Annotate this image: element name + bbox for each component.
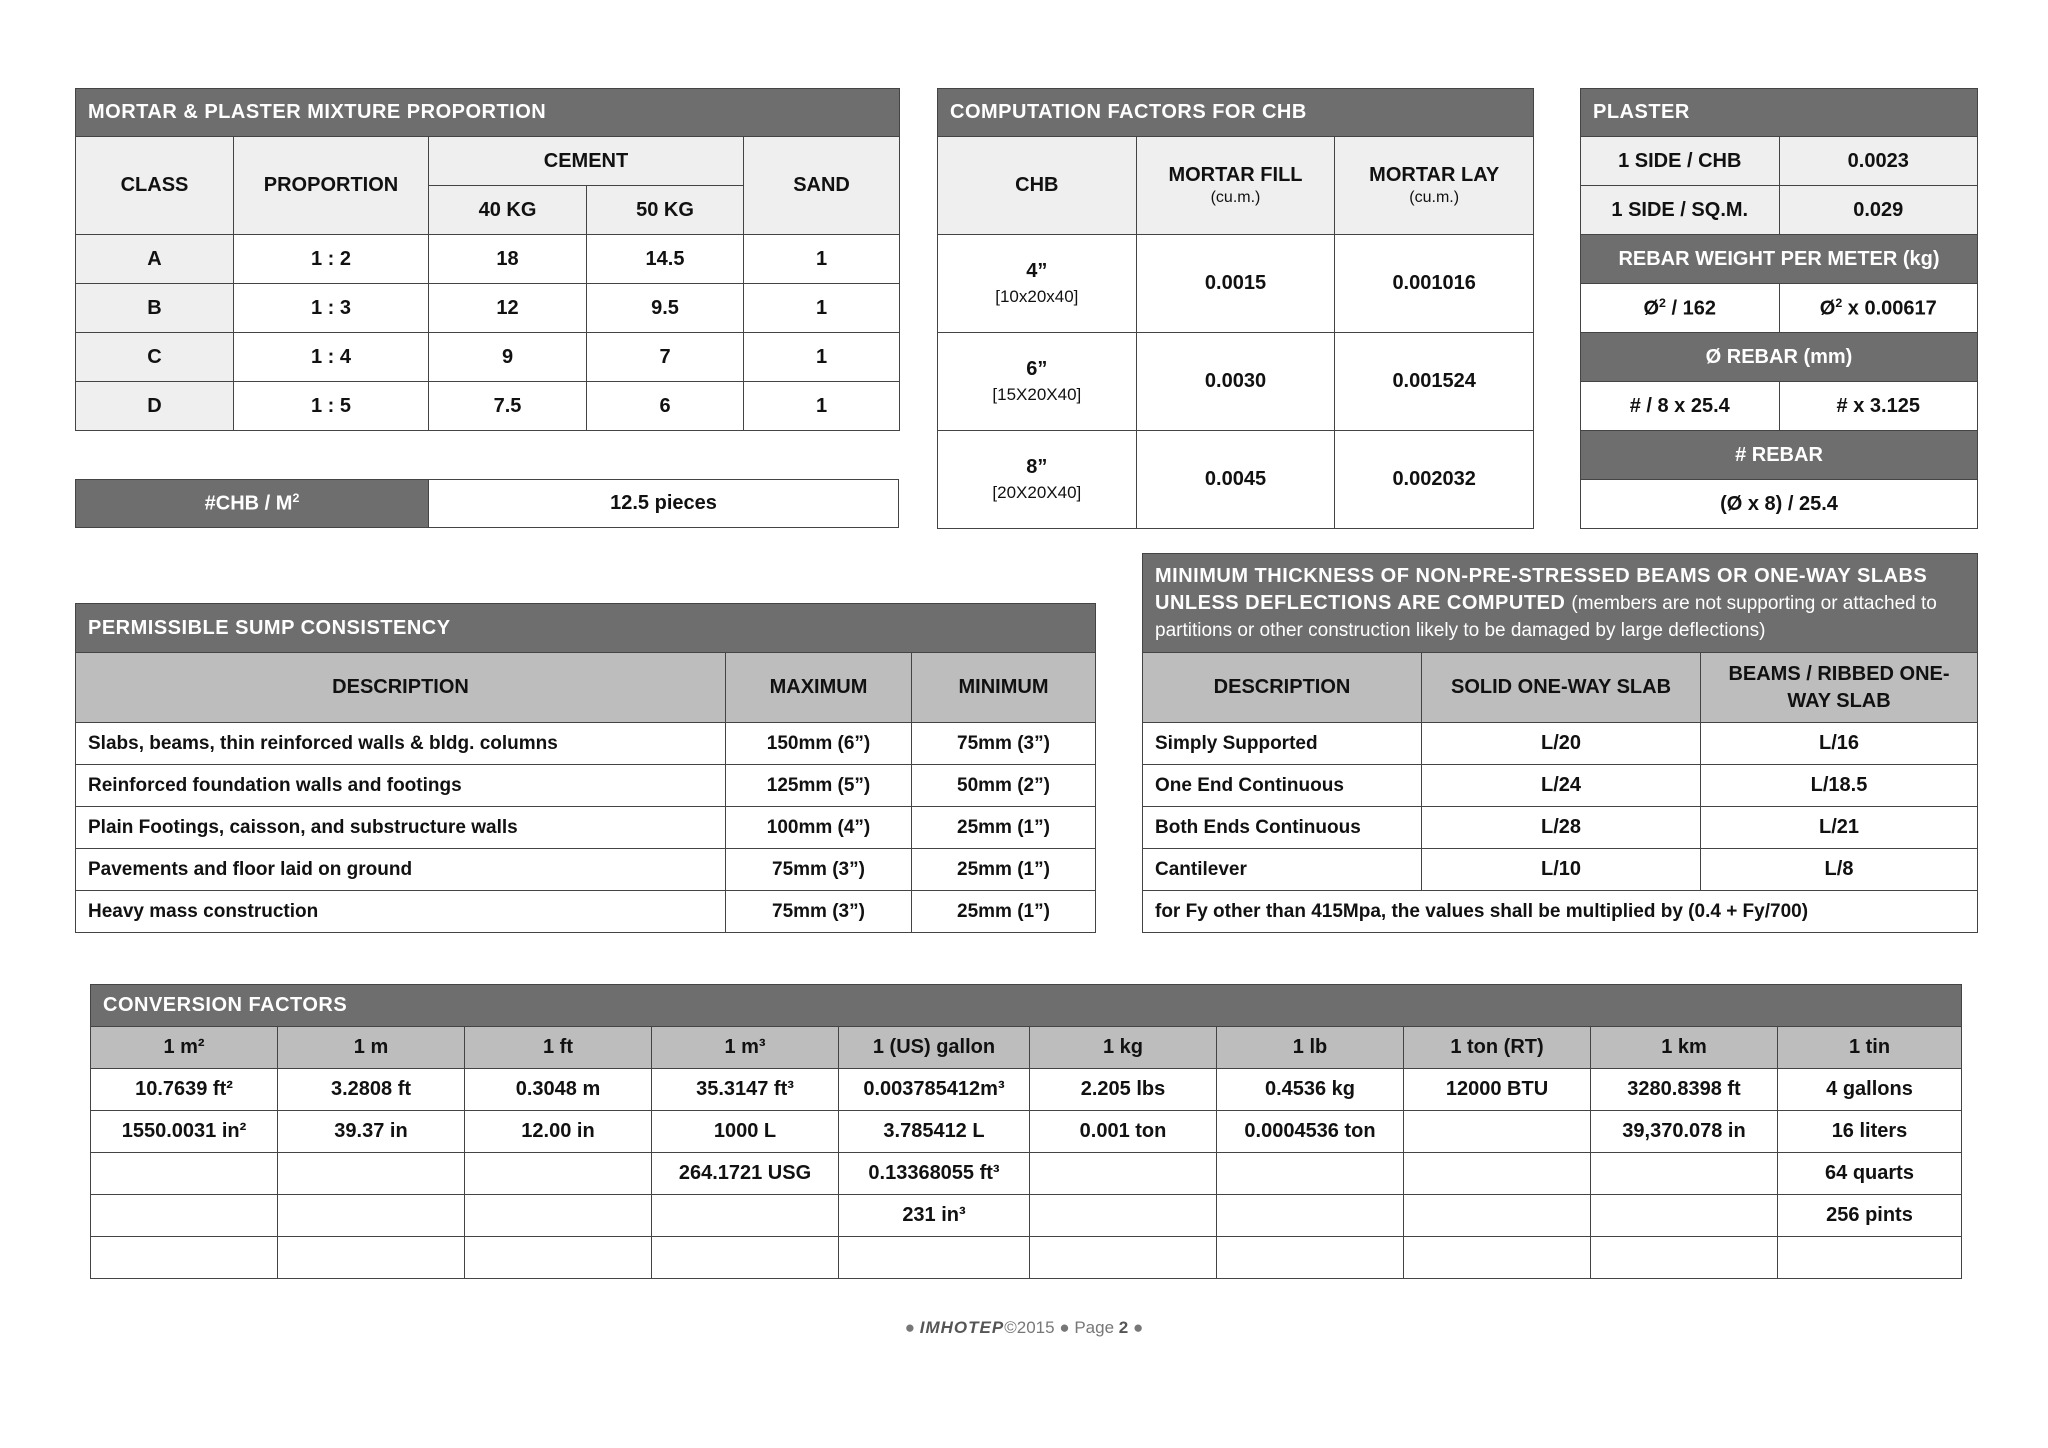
conversion-cell (278, 1237, 465, 1279)
table-row (91, 1069, 1962, 1111)
conversion-cell (1217, 1195, 1404, 1237)
mortar-50kg: 9.5 (587, 284, 744, 333)
table-row (76, 765, 1096, 807)
table-row (91, 1153, 1962, 1195)
bullet-icon: ● (1059, 1318, 1070, 1337)
mortar-proportion: 1 : 3 (234, 284, 429, 333)
conversion-cell (465, 1237, 652, 1279)
table-row (1581, 137, 1978, 186)
mortar-50kg: 14.5 (587, 235, 744, 284)
chb-header-lay: MORTAR LAY (cu.m.) (1335, 137, 1534, 235)
chb-header-chb: CHB (938, 137, 1137, 235)
page-footer (0, 1318, 2048, 1338)
conversion-cell (652, 1195, 839, 1237)
conversion-table-block (90, 984, 1962, 1279)
conversion-cell (91, 1153, 278, 1195)
conversion-cell: 256 pints (1778, 1195, 1962, 1237)
mortar-sand: 1 (744, 382, 900, 431)
mortar-table (75, 88, 900, 431)
conversion-cell (652, 1237, 839, 1279)
chb-lay: 0.001016 (1335, 235, 1534, 333)
thickness-desc: Simply Supported (1143, 723, 1422, 765)
conversion-header: 1 tin (1778, 1027, 1962, 1069)
slump-title: PERMISSIBLE SUMP CONSISTENCY (76, 604, 1096, 653)
mortar-50kg: 7 (587, 333, 744, 382)
table-row (91, 1237, 1962, 1279)
table-row (1143, 765, 1978, 807)
conversion-cell (1217, 1237, 1404, 1279)
chb-fill: 0.0015 (1136, 235, 1335, 333)
thickness-desc: Cantilever (1143, 849, 1422, 891)
conversion-cell (1217, 1153, 1404, 1195)
rebar-mm-title: Ø REBAR (mm) (1581, 333, 1978, 382)
mortar-sand: 1 (744, 235, 900, 284)
plaster-label: 1 SIDE / SQ.M. (1581, 186, 1780, 235)
chb-fill: 0.0045 (1136, 431, 1335, 529)
slump-min: 75mm (3”) (912, 723, 1096, 765)
conversion-cell (278, 1195, 465, 1237)
thickness-solid: L/28 (1422, 807, 1701, 849)
mortar-sand: 1 (744, 333, 900, 382)
conversion-header: 1 ton (RT) (1404, 1027, 1591, 1069)
conversion-header: 1 ft (465, 1027, 652, 1069)
conversion-cell (839, 1237, 1030, 1279)
slump-max: 150mm (6”) (726, 723, 912, 765)
slump-header-max: MAXIMUM (726, 653, 912, 723)
thickness-beams: L/21 (1701, 807, 1978, 849)
mortar-40kg: 12 (429, 284, 587, 333)
thickness-table (1142, 553, 1978, 933)
conversion-cell: 0.001 ton (1030, 1111, 1217, 1153)
chb-size: 8” [20X20X40] (938, 431, 1137, 529)
table-row (76, 849, 1096, 891)
rebar-weight-title: REBAR WEIGHT PER METER (kg) (1581, 235, 1978, 284)
conversion-header: 1 lb (1217, 1027, 1404, 1069)
mortar-proportion: 1 : 2 (234, 235, 429, 284)
mortar-40kg: 7.5 (429, 382, 587, 431)
copyright: ©2015 (1004, 1318, 1055, 1337)
chb-lay: 0.001524 (1335, 333, 1534, 431)
conversion-cell (1030, 1237, 1217, 1279)
conversion-cell: 3.2808 ft (278, 1069, 465, 1111)
mortar-header-class: CLASS (76, 137, 234, 235)
plaster-label: 1 SIDE / CHB (1581, 137, 1780, 186)
thickness-desc: One End Continuous (1143, 765, 1422, 807)
table-row (1581, 186, 1978, 235)
conversion-cell (1030, 1195, 1217, 1237)
conversion-cell (1030, 1153, 1217, 1195)
chb-table-block (937, 88, 1534, 528)
table-row (91, 1111, 1962, 1153)
conversion-cell: 264.1721 USG (652, 1153, 839, 1195)
conversion-cell (91, 1237, 278, 1279)
rebar-no-formula: (Ø x 8) / 25.4 (1581, 480, 1978, 529)
conversion-cell: 0.0004536 ton (1217, 1111, 1404, 1153)
table-row (91, 1195, 1962, 1237)
conversion-cell: 0.3048 m (465, 1069, 652, 1111)
conversion-cell (1591, 1237, 1778, 1279)
rebar-mm-formula-b: # x 3.125 (1779, 382, 1978, 431)
conversion-header: 1 km (1591, 1027, 1778, 1069)
thickness-beams: L/18.5 (1701, 765, 1978, 807)
conversion-cell: 16 liters (1778, 1111, 1962, 1153)
conversion-cell: 1000 L (652, 1111, 839, 1153)
mortar-header-40kg: 40 KG (429, 186, 587, 235)
slump-max: 75mm (3”) (726, 891, 912, 933)
table-row (76, 284, 900, 333)
conversion-cell (465, 1153, 652, 1195)
conversion-cell: 39,370.078 in (1591, 1111, 1778, 1153)
chb-header-fill: MORTAR FILL (cu.m.) (1136, 137, 1335, 235)
slump-desc: Slabs, beams, thin reinforced walls & bldg. columns (76, 723, 726, 765)
conversion-cell: 12000 BTU (1404, 1069, 1591, 1111)
table-row (1143, 723, 1978, 765)
chb-size: 4” [10x20x40] (938, 235, 1137, 333)
plaster-title: PLASTER (1581, 89, 1978, 137)
plaster-table (1580, 88, 1978, 529)
plaster-value: 0.0023 (1779, 137, 1978, 186)
chb-fill: 0.0030 (1136, 333, 1335, 431)
table-row (938, 235, 1534, 333)
conversion-cell: 35.3147 ft³ (652, 1069, 839, 1111)
thickness-solid: L/20 (1422, 723, 1701, 765)
conversion-cell (278, 1153, 465, 1195)
slump-header-desc: DESCRIPTION (76, 653, 726, 723)
chb-count-block (75, 479, 899, 528)
thickness-header-beams: BEAMS / RIBBED ONE-WAY SLAB (1701, 653, 1978, 723)
conversion-header: 1 m (278, 1027, 465, 1069)
rebar-no-title: # REBAR (1581, 431, 1978, 480)
thickness-beams: L/8 (1701, 849, 1978, 891)
bullet-icon: ● (904, 1318, 916, 1337)
mortar-40kg: 18 (429, 235, 587, 284)
conversion-cell: 2.205 lbs (1030, 1069, 1217, 1111)
table-row (76, 723, 1096, 765)
mortar-header-proportion: PROPORTION (234, 137, 429, 235)
mortar-proportion: 1 : 4 (234, 333, 429, 382)
conversion-cell: 0.4536 kg (1217, 1069, 1404, 1111)
chb-table (937, 88, 1534, 529)
plaster-table-block (1580, 88, 1978, 528)
mortar-header-sand: SAND (744, 137, 900, 235)
table-row (76, 382, 900, 431)
chb-lay: 0.002032 (1335, 431, 1534, 529)
slump-min: 25mm (1”) (912, 891, 1096, 933)
page-number: 2 (1118, 1318, 1129, 1337)
chb-count-value: 12.5 pieces (429, 480, 899, 528)
thickness-desc: Both Ends Continuous (1143, 807, 1422, 849)
thickness-header-solid: SOLID ONE-WAY SLAB (1422, 653, 1701, 723)
mortar-class: A (76, 235, 234, 284)
slump-min: 50mm (2”) (912, 765, 1096, 807)
mortar-50kg: 6 (587, 382, 744, 431)
mortar-header-cement: CEMENT (429, 137, 744, 186)
thickness-solid: L/10 (1422, 849, 1701, 891)
conversion-cell: 4 gallons (1778, 1069, 1962, 1111)
table-row (76, 891, 1096, 933)
slump-desc: Reinforced foundation walls and footings (76, 765, 726, 807)
brand-logo: IMHOTEP (919, 1318, 1005, 1337)
conversion-cell: 231 in³ (839, 1195, 1030, 1237)
conversion-header: 1 m² (91, 1027, 278, 1069)
mortar-class: B (76, 284, 234, 333)
chb-count-label: #CHB / $M^2$ (76, 480, 429, 528)
conversion-cell: 64 quarts (1778, 1153, 1962, 1195)
thickness-header-desc: DESCRIPTION (1143, 653, 1422, 723)
table-row (76, 333, 900, 382)
conversion-cell: 3280.8398 ft (1591, 1069, 1778, 1111)
table-row (76, 807, 1096, 849)
conversion-cell (91, 1195, 278, 1237)
slump-desc: Pavements and floor laid on ground (76, 849, 726, 891)
mortar-proportion: 1 : 5 (234, 382, 429, 431)
rebar-weight-formula-b: $Ø^2$ x 0.00617 (1779, 284, 1978, 333)
mortar-sand: 1 (744, 284, 900, 333)
slump-desc: Plain Footings, caisson, and substructure walls (76, 807, 726, 849)
table-row (1143, 807, 1978, 849)
slump-min: 25mm (1”) (912, 849, 1096, 891)
conversion-cell (465, 1195, 652, 1237)
chb-size: 6” [15X20X40] (938, 333, 1137, 431)
mortar-header-50kg: 50 KG (587, 186, 744, 235)
thickness-table-block (1142, 553, 1978, 932)
conversion-cell (1591, 1195, 1778, 1237)
conversion-cell: 1550.0031 in² (91, 1111, 278, 1153)
conversion-cell (1591, 1153, 1778, 1195)
slump-header-min: MINIMUM (912, 653, 1096, 723)
rebar-mm-formula-a: # / 8 x 25.4 (1581, 382, 1780, 431)
bullet-icon: ● (1132, 1318, 1144, 1337)
mortar-table-block (75, 88, 899, 430)
conversion-table (90, 984, 1962, 1279)
mortar-class: D (76, 382, 234, 431)
slump-table-block (75, 603, 1096, 932)
table-row (938, 431, 1534, 529)
conversion-cell: 12.00 in (465, 1111, 652, 1153)
mortar-40kg: 9 (429, 333, 587, 382)
table-row (76, 235, 900, 284)
thickness-solid: L/24 (1422, 765, 1701, 807)
table-row (938, 333, 1534, 431)
chb-count-table (75, 479, 899, 528)
conversion-cell: 0.003785412m³ (839, 1069, 1030, 1111)
rebar-weight-formula-a: $Ø^2 / 162$ (1581, 284, 1780, 333)
conversion-cell (1404, 1195, 1591, 1237)
chb-title: COMPUTATION FACTORS FOR CHB (938, 89, 1534, 137)
thickness-beams: L/16 (1701, 723, 1978, 765)
conversion-cell (1404, 1237, 1591, 1279)
conversion-cell (1404, 1153, 1591, 1195)
table-row (1143, 849, 1978, 891)
slump-max: 75mm (3”) (726, 849, 912, 891)
slump-max: 100mm (4”) (726, 807, 912, 849)
thickness-footnote: for Fy other than 415Mpa, the values shall be multiplied by (0.4 + Fy/700) (1143, 891, 1978, 933)
conversion-cell (1778, 1237, 1962, 1279)
conversion-cell (1404, 1111, 1591, 1153)
conversion-cell: 10.7639 ft² (91, 1069, 278, 1111)
mortar-class: C (76, 333, 234, 382)
conversion-cell: 39.37 in (278, 1111, 465, 1153)
plaster-value: 0.029 (1779, 186, 1978, 235)
conversion-header: 1 kg (1030, 1027, 1217, 1069)
slump-min: 25mm (1”) (912, 807, 1096, 849)
slump-table (75, 603, 1096, 933)
slump-max: 125mm (5”) (726, 765, 912, 807)
conversion-cell: 0.13368055 ft³ (839, 1153, 1030, 1195)
page-label: Page (1074, 1318, 1115, 1337)
conversion-header: 1 m³ (652, 1027, 839, 1069)
conversion-title: CONVERSION FACTORS (91, 985, 1962, 1027)
conversion-header: 1 (US) gallon (839, 1027, 1030, 1069)
mortar-title: MORTAR & PLASTER MIXTURE PROPORTION (76, 89, 900, 137)
conversion-cell: 3.785412 L (839, 1111, 1030, 1153)
thickness-title: MINIMUM THICKNESS OF NON-PRE-STRESSED BEAMS OR ONE-WAY SLABS UNLESS DEFLECTIONS ARE COMPUTED (members are not supporting or attached to partitions or other construction likely to be damaged by large deflections) (1143, 554, 1978, 653)
slump-desc: Heavy mass construction (76, 891, 726, 933)
